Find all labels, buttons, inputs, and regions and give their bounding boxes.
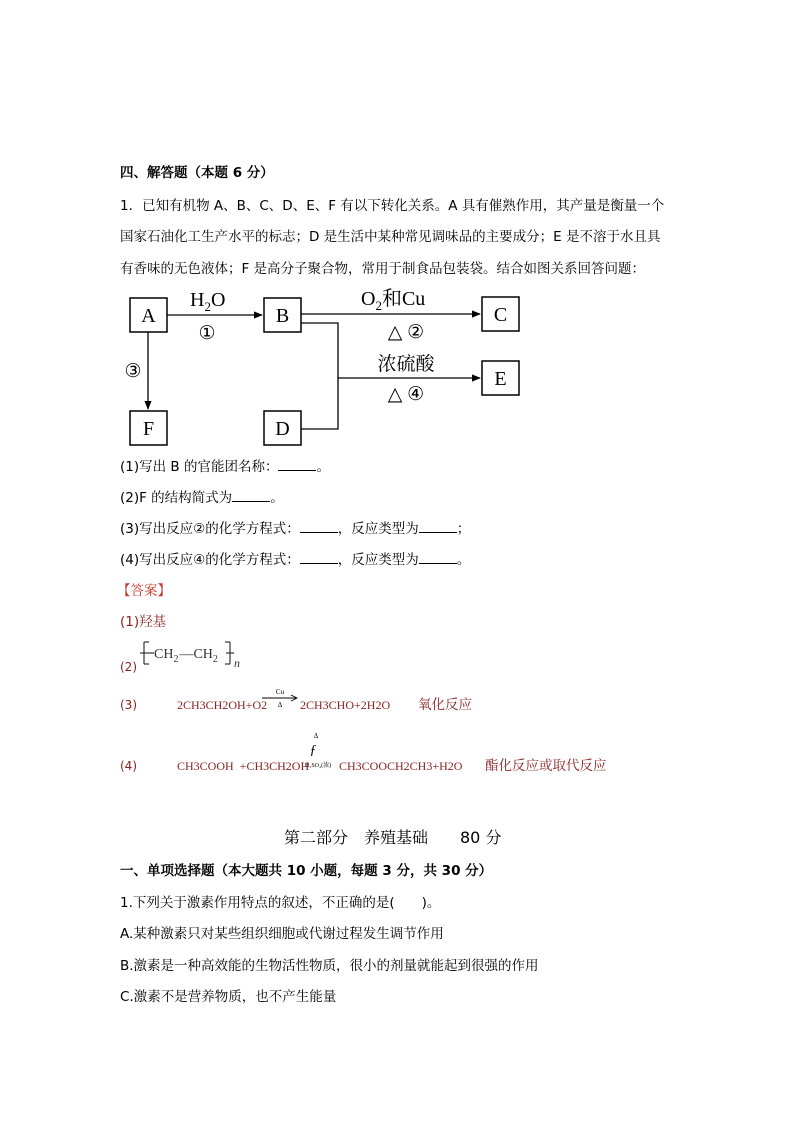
label-conc-sulfuric-acid: 浓硫酸 xyxy=(377,354,435,375)
answer-3-arrow xyxy=(260,686,300,712)
node-e-label: E xyxy=(494,368,507,390)
svg-text:Δ: Δ xyxy=(313,732,319,740)
node-c-label: C xyxy=(493,304,508,326)
answer-blank xyxy=(419,551,457,564)
answer-blank xyxy=(278,458,316,471)
part2-option-b: B.激素是一种高效能的生物活性物质，很小的剂量就能起到很强的作用 xyxy=(120,958,539,974)
answer-blank xyxy=(232,489,270,502)
subquestion-4: (4)写出反应④的化学方程式： ，反应类型为 。 xyxy=(120,552,471,568)
subquestion-1: (1)写出 B 的官能团名称： 。 xyxy=(120,459,330,475)
answer-3-equation-right: 2CH3CHO+2H2O xyxy=(300,698,391,712)
answer-3-type: 氧化反应 xyxy=(418,697,472,713)
answer-3-label: (3) xyxy=(120,698,137,712)
part2-section-heading: 一、单项选择题（本大题共 10 小题，每题 3 分，共 30 分） xyxy=(120,863,493,879)
node-b-label: B xyxy=(275,305,290,327)
label-step-3: ③ xyxy=(124,361,142,382)
answer-blank xyxy=(419,520,457,533)
answer-4-equation-right: CH3COOCH2CH3+H2O xyxy=(339,759,463,773)
answer-tag: 【答案】 xyxy=(117,583,171,599)
part2-title: 第二部分 养殖基础 80 分 xyxy=(284,828,502,847)
part2-option-a: A.某种激素只对某些组织细胞或代谢过程发生调节作用 xyxy=(120,926,444,942)
node-a-label: A xyxy=(141,305,156,327)
bracket-b-d xyxy=(301,323,338,429)
svg-text:CH2—CH2: $CH_2—CH_2$ xyxy=(154,647,218,665)
answer-blank xyxy=(300,551,338,564)
label-step-4: △ ④ xyxy=(387,384,425,405)
label-step-1: ① xyxy=(198,323,216,344)
label-h2o: $H_2O$ xyxy=(190,289,226,314)
answer-4-equation-left: CH3COOH +CH3CH2OH xyxy=(177,759,310,773)
answer-4-type: 酯化反应或取代反应 xyxy=(485,758,607,774)
node-d-label: D xyxy=(275,418,290,440)
answer-4-condition xyxy=(296,728,340,772)
question-intro-line-2: 国家石油化工生产水平的标志；D 是生活中某种常见调味品的主要成分；E 是不溶于水且具 xyxy=(120,229,661,245)
label-o2-cu: $O_2$和Cu xyxy=(361,288,426,313)
answer-4-label: (4) xyxy=(120,759,137,773)
subquestion-2: (2)F 的结构简式为 。 xyxy=(120,490,284,506)
question-intro-line-3: 有香味的无色液体；F 是高分子聚合物，常用于制食品包装袋。结合如图关系回答问题： xyxy=(120,261,646,277)
label-step-2: △ ② xyxy=(387,322,425,343)
answer-1: (1)羟基 xyxy=(120,614,167,630)
part2-question-1: 1.下列关于激素作用特点的叙述，不正确的是( )。 xyxy=(120,895,441,911)
reaction-diagram xyxy=(0,0,794,460)
svg-text:Cu: Cu xyxy=(275,688,285,696)
node-f-label: F xyxy=(142,418,155,440)
svg-text:ƒ: ƒ xyxy=(309,743,317,758)
svg-text:n: n xyxy=(234,656,240,670)
polyethylene-structure xyxy=(138,636,248,670)
svg-text:Δ: Δ xyxy=(277,701,283,709)
answer-3-equation-left: 2CH3CH2OH+O2 xyxy=(177,698,268,712)
section-heading: 四、解答题（本题 6 分） xyxy=(120,165,274,181)
subquestion-3: (3)写出反应②的化学方程式： ，反应类型为 ； xyxy=(120,521,471,537)
part2-option-c: C.激素不是营养物质，也不产生能量 xyxy=(120,989,337,1005)
question-intro-line-1: 1．已知有机物 A、B、C、D、E、F 有以下转化关系。A 具有催熟作用，其产量是衡量一个 xyxy=(120,198,665,214)
svg-text:H₂SO₄(浓): H₂SO₄(浓) xyxy=(304,763,332,769)
answer-2-label: (2) xyxy=(120,660,137,674)
answer-blank xyxy=(300,520,338,533)
